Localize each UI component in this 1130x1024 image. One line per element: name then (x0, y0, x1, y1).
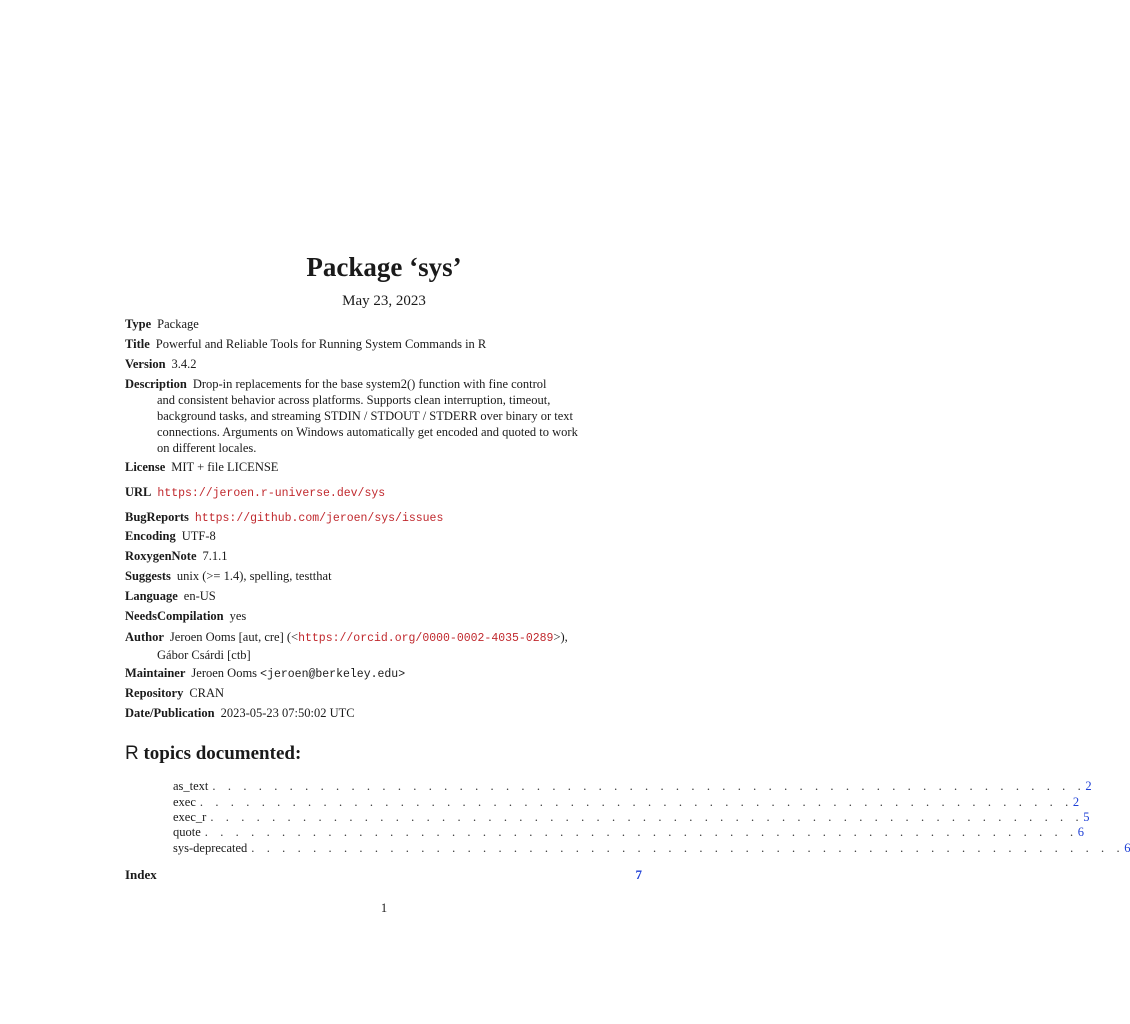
maintainer-name: Jeroen Ooms (191, 666, 258, 680)
field-value: 2023-05-23 07:50:02 UTC (220, 706, 355, 720)
field-maintainer (125, 665, 595, 683)
author-line: Gábor Csárdi [ctb] (157, 648, 251, 662)
toc-index-entry[interactable] (125, 867, 642, 883)
toc-entry-name: as_text (173, 779, 209, 793)
description-line: on different locales. (157, 441, 257, 455)
field-value: CRAN (189, 686, 225, 700)
index-label: Index (125, 867, 157, 882)
field-title (125, 336, 595, 352)
bugreports-link[interactable]: https://github.com/jeroen/sys/issues (194, 512, 444, 525)
field-license (125, 459, 595, 475)
field-type (125, 316, 595, 332)
field-value: unix (>= 1.4), spelling, testthat (176, 569, 332, 583)
toc-entry[interactable] (173, 824, 1084, 840)
toc-entry-page[interactable]: 6 (1077, 825, 1084, 839)
field-needscompilation (125, 608, 595, 624)
toc-entry-page[interactable]: 2 (1072, 795, 1080, 809)
field-key: Date/Publication (125, 706, 215, 720)
field-suggests (125, 568, 595, 584)
toc-leader-dots: . . . . . . . . . . . . . . . . . . . . . . . . . . . . . . . . . . . . . . . . . . . . . . . . . . . . . . . . . (199, 795, 1073, 809)
toc-entry-name: exec (173, 795, 196, 809)
field-key: Description (125, 377, 187, 391)
field-value: Package (157, 317, 199, 331)
toc-entry[interactable] (173, 794, 1080, 810)
field-bugreports (125, 509, 595, 527)
toc-entry-page[interactable]: 2 (1085, 779, 1092, 793)
description-line: Drop-in replacements for the base system2() function with fine control (192, 377, 547, 391)
field-key: Language (125, 589, 178, 603)
field-repository (125, 685, 595, 701)
index-page[interactable]: 7 (635, 867, 642, 882)
field-encoding (125, 528, 595, 544)
field-date-publication (125, 705, 595, 721)
field-roxygennote (125, 548, 595, 564)
toc-entry-name: sys-deprecated (173, 841, 248, 855)
toc-entry-page[interactable]: 6 (1124, 841, 1130, 855)
field-key: Version (125, 357, 166, 371)
toc-leader-dots: . . . . . . . . . . . . . . . . . . . . . . . . . . . . . . . . . . . . . . . . . . . . . . . . . . . . . . . . . (210, 810, 1084, 824)
author-text: Jeroen Ooms [aut, cre] (< (169, 630, 299, 644)
description-line: background tasks, and streaming STDIN / STDOUT / STDERR over binary or text (157, 409, 574, 423)
field-value: MIT + file LICENSE (171, 460, 279, 474)
toc-leader-dots: . . . . . . . . . . . . . . . . . . . . . . . . . . . . . . . . . . . . . . . . . . . . . . . . . . . . . . . . . (204, 825, 1078, 839)
field-language (125, 588, 595, 604)
field-key: Title (125, 337, 150, 351)
field-url (125, 484, 595, 502)
toc-entry[interactable] (173, 778, 1092, 794)
toc-entry-name: exec_r (173, 810, 207, 824)
field-key: Suggests (125, 569, 171, 583)
toc-entry-page[interactable]: 5 (1083, 810, 1090, 824)
field-author (125, 629, 595, 663)
author-text-end: >), (553, 630, 568, 644)
orcid-link[interactable]: https://orcid.org/0000-0002-4035-0289 (298, 632, 554, 645)
toc-heading (125, 741, 301, 767)
field-key: License (125, 460, 166, 474)
field-value: 3.4.2 (171, 357, 197, 371)
field-value: en-US (183, 589, 216, 603)
field-value: yes (229, 609, 247, 623)
description-line: and consistent behavior across platforms. Supports clean interruption, timeout, (157, 393, 551, 407)
field-key: URL (125, 485, 152, 499)
field-key: BugReports (125, 510, 189, 524)
toc-heading-r: R (125, 743, 139, 764)
toc-entry-name: quote (173, 825, 201, 839)
toc-entry[interactable] (173, 809, 1090, 825)
field-key: Author (125, 630, 164, 644)
field-description (125, 376, 595, 456)
url-link[interactable]: https://jeroen.r-universe.dev/sys (157, 487, 386, 500)
field-key: Encoding (125, 529, 176, 543)
maintainer-email: <jeroen@berkeley.edu> (260, 668, 406, 681)
toc-entry[interactable] (173, 840, 1130, 856)
field-value: Powerful and Reliable Tools for Running System Commands in R (155, 337, 487, 351)
toc-heading-text: topics documented: (138, 743, 302, 764)
page-title: Package ‘sys’ (306, 252, 462, 282)
field-key: NeedsCompilation (125, 609, 224, 623)
field-key: RoxygenNote (125, 549, 197, 563)
field-key: Type (125, 317, 152, 331)
document-date: May 23, 2023 (342, 293, 426, 309)
toc-leader-dots: . . . . . . . . . . . . . . . . . . . . . . . . . . . . . . . . . . . . . . . . . . . . . . . . . . . . . . . . . (212, 779, 1086, 793)
field-value: 7.1.1 (202, 549, 228, 563)
toc-leader-dots: . . . . . . . . . . . . . . . . . . . . . . . . . . . . . . . . . . . . . . . . . . . . . . . . . . . . . . . . . (251, 841, 1125, 855)
page-number: 1 (380, 901, 388, 915)
field-key: Maintainer (125, 666, 186, 680)
field-value: UTF-8 (181, 529, 216, 543)
field-key: Repository (125, 686, 184, 700)
description-line: connections. Arguments on Windows automatically get encoded and quoted to work (157, 425, 578, 439)
field-version (125, 356, 595, 372)
